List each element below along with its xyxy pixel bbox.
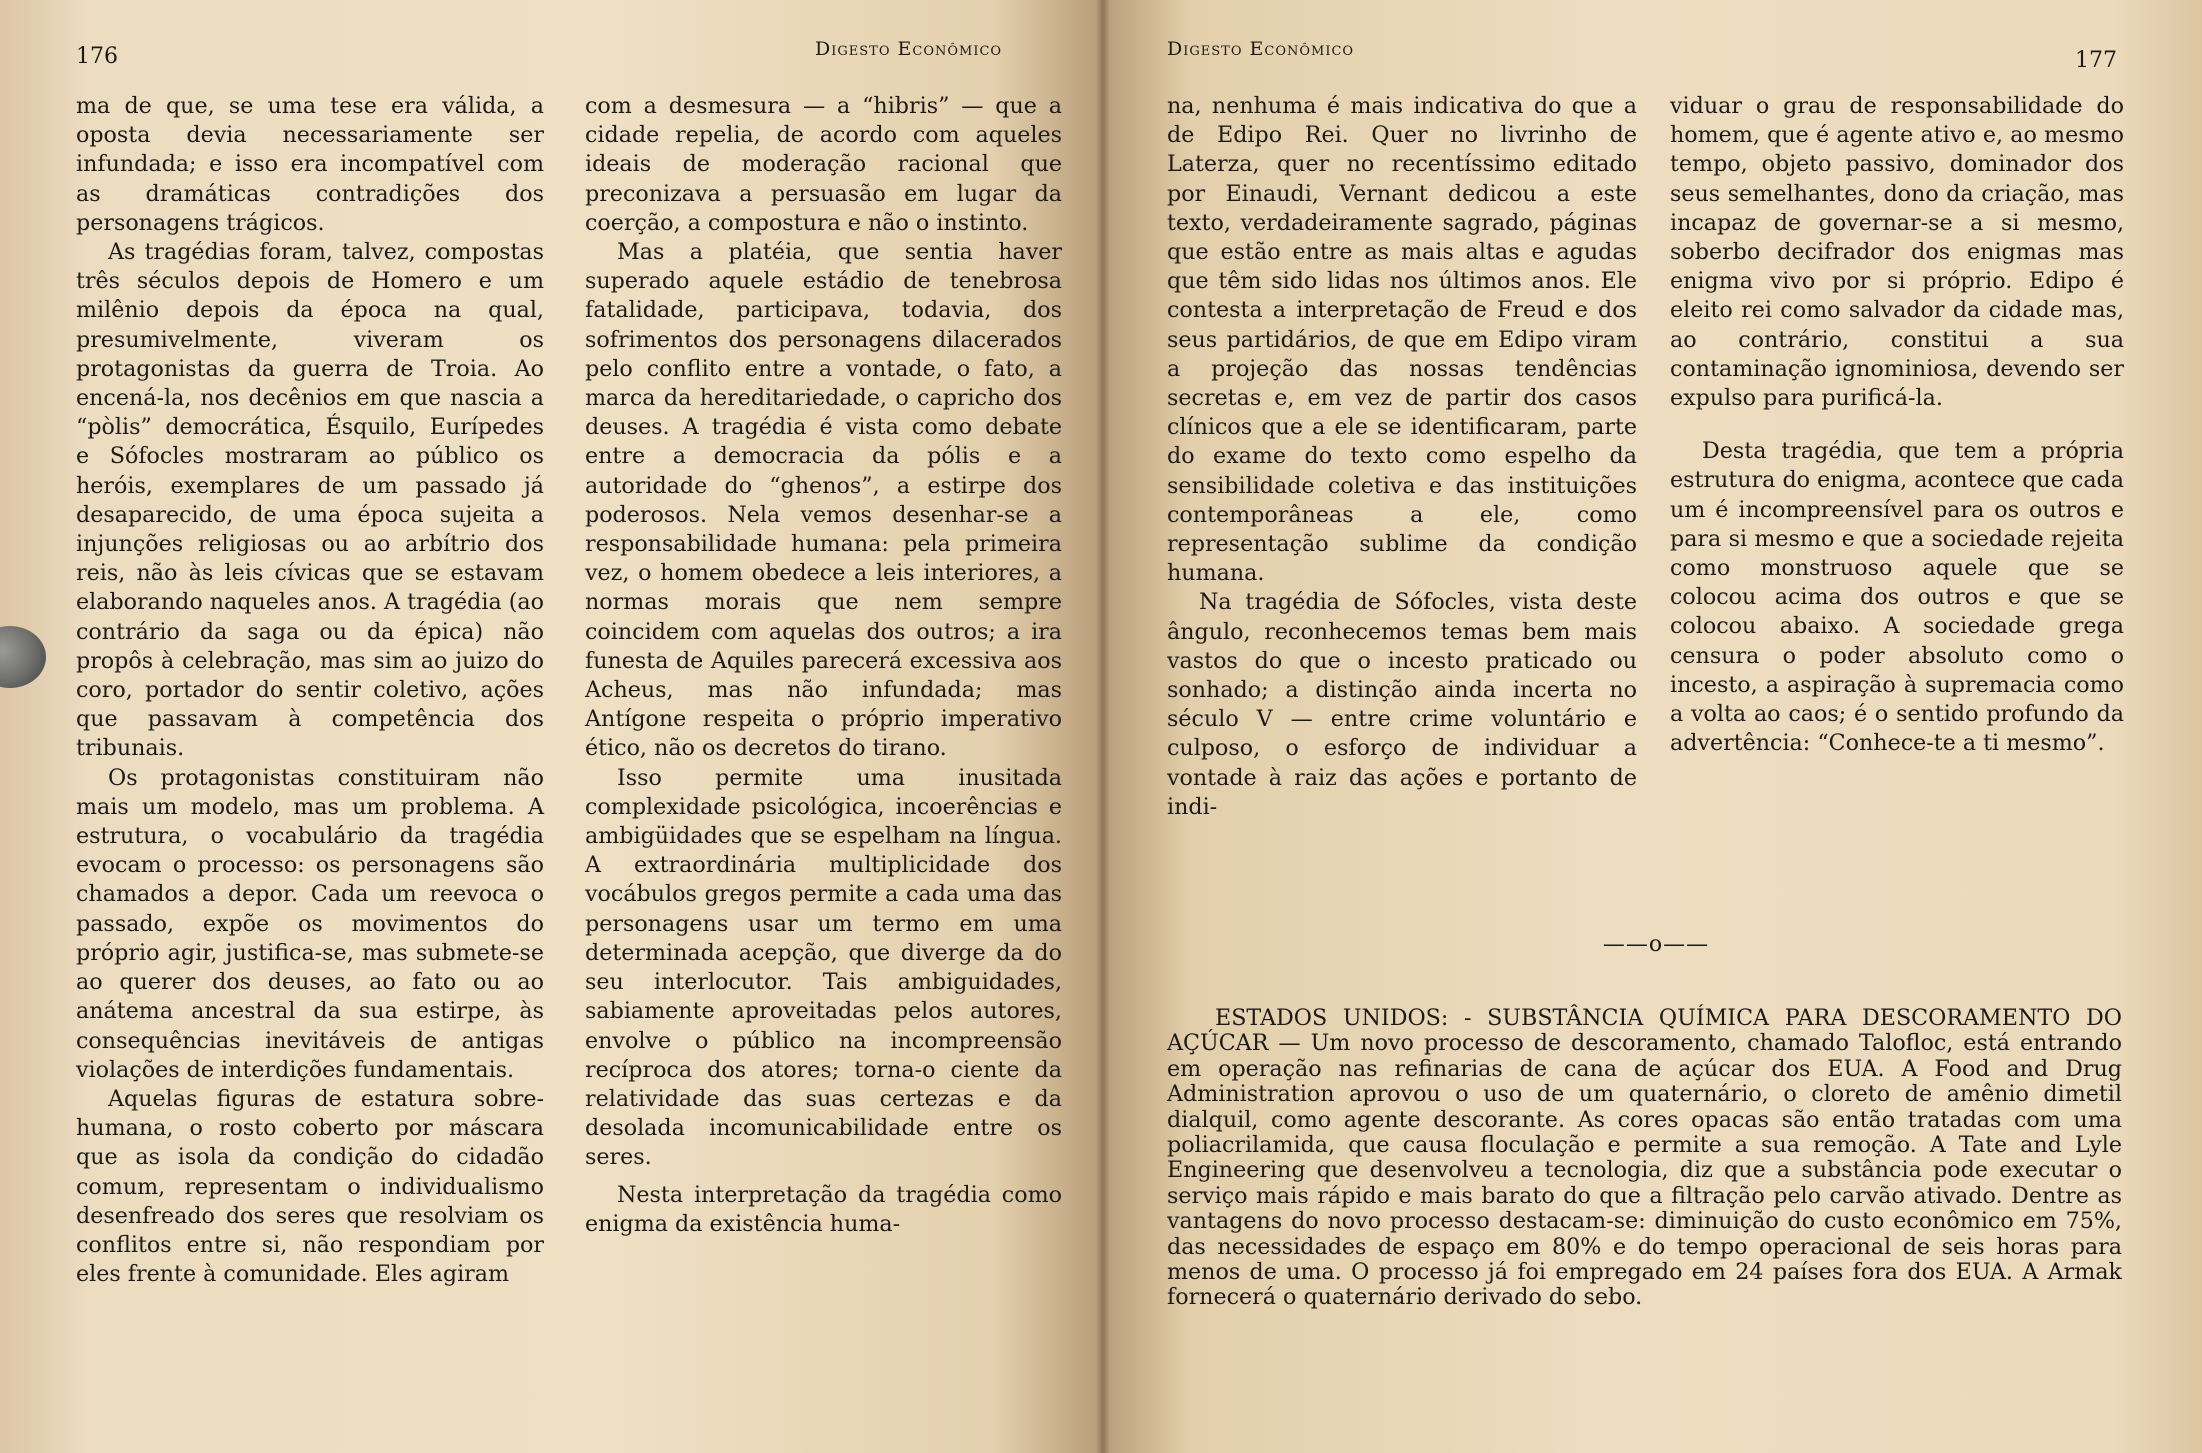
- paragraph: As tragédias foram, talvez, compostas três séculos depois de Homero e um milênio depois da época na qual, presumivelmente, viveram os protagonistas da guerra de Troia. Ao encená-la, nos decênios em que nascia a “pòlis” democrática, Ésquilo, Eurípedes e Sófocles mostraram ao público os heróis, exemplares de um passado já desaparecido, de uma época sujeita a injunções religiosas ou ao arbítrio dos reis, não às leis cívicas que se estavam elaborando naqueles anos. A tragédia (ao contrário da saga ou da épica) não propôs à celebração, mas sim ao juizo do coro, portador do sentir coletivo, ações que passavam à competência dos tribunais.: [76, 239, 544, 762]
- running-head-left: Digesto Econômico: [815, 38, 1003, 60]
- paragraph: na, nenhuma é mais indicativa do que a de Edipo Rei. Quer no livrinho de Laterza, quer no recentíssimo editado por Einaudi, Vernant dedicou a este texto, verdadeiramente sagrado, páginas que estão entre as mais altas e agudas que têm sido lidas nos últimos anos. Ele contesta a interpretação de Freud e dos seus partidários, de que em Edipo viram a projeção das nossas tendências secretas e, em vez de partir dos casos clínicos que a ele se identificaram, parte do exame do texto como espelho da sensibilidade coletiva e das instituições contemporâneas a ele, como representação sublime da condição humana.: [1167, 93, 1637, 587]
- right-column-1: [1167, 92, 1637, 822]
- paragraph: Na tragédia de Sófocles, vista deste ângulo, reconhecemos temas bem mais vastos do que o incesto praticado ou sonhado; a distinção ainda incerta no século V — entre crime voluntário e culposo, o esforço de individuar a vontade à raiz das ações e portanto de indi-: [1167, 589, 1637, 820]
- news-headline: ESTADOS UNIDOS: - SUBSTÂNCIA QUÍMICA PARA DESCORAMENTO DO AÇÚCAR: [1167, 1005, 2122, 1057]
- paragraph: Os protagonistas constituiram não mais um modelo, mas um problema. A estrutura, o vocabulário da tragédia evocam o processo: os personagens são chamados a depor. Cada um reevoca o passado, expõe os movimentos do próprio agir, justifica-se, mas submete-se ao querer dos deuses, ao fato ou ao anátema ancestral da sua estirpe, às consequências inevitáveis de antigas violações de interdições fundamentais.: [76, 764, 544, 1083]
- paragraph: Isso permite uma inusitada complexidade psicológica, incoerências e ambigüidades que se espelham na língua. A extraordinária multiplicidade dos vocábulos gregos permite a cada uma das personagens usar um termo em uma determinada acepção, que diverge da do seu interlocutor. Tais ambiguidades, sabiamente aproveitadas pelos autores, envolve o público na incompreensão recíproca dos atores; torna-o ciente da relatividade das suas certezas e da desolada incomunicabilidade entre os seres.: [585, 764, 1062, 1171]
- paragraph: com a desmesura — a “hibris” — que a cidade repelia, de acordo com aqueles ideais de moderação racional que preconizava a persuasão em lugar da coerção, a compostura e não o instinto.: [585, 93, 1062, 236]
- running-head-right: Digesto Econômico: [1167, 38, 1355, 60]
- page-number-right: 177: [2075, 48, 2117, 73]
- paragraph: ma de que, se uma tese era válida, a oposta devia necessariamente ser infundada; e isso era incompatível com as dramáticas contradições dos personagens trágicos.: [76, 93, 544, 236]
- section-separator: ——o——: [1602, 932, 1710, 957]
- paragraph: viduar o grau de responsabilidade do homem, que é agente ativo e, ao mesmo tempo, objeto passivo, dominador dos seus semelhantes, dono da criação, mas incapaz de governar-se a si mesmo, soberbo decifrador dos enigmas mas enigma vivo por si próprio. Edipo é eleito rei como salvador da cidade mas, ao contrário, constitui a sua contaminação ignominiosa, devendo ser expulso para purificá-la.: [1670, 93, 2124, 412]
- right-page: [1103, 0, 2202, 1453]
- page-number-left: 176: [76, 44, 118, 69]
- paragraph: Mas a platéia, que sentia haver superado aquele estádio de tenebrosa fatalidade, participava, todavia, dos sofrimentos dos personagens dilacerados pelo conflito entre a vontade, o fato, a marca da hereditariedade, o capricho dos deuses. A tragédia é vista como debate entre a democracia da pólis e a autoridade do “ghenos”, a estirpe dos poderosos. Nela vemos desenhar-se a responsabilidade humana: pela primeira vez, o homem obedece a leis interiores, a normas morais que nem sempre coincidem com aquelas dos outros; a ira funesta de Aquiles parecerá excessiva aos Acheus, mas não infundada; mas Antígone respeita o próprio imperativo ético, não os decretos do tirano.: [585, 239, 1062, 762]
- news-body: — Um novo processo de descoramento, chamado Talofloc, está entrando em operação nas refinarias de cana de açúcar dos EUA. A Food and Drug Administration aprovou o uso de um quaternário, o cloreto de amênio dimetil dialquil, como agente descorante. As cores opacas são então tratadas com uma poliacrilamida, que causa floculação e permite a sua remoção. A Tate and Lyle Engineering que desenvolveu a tecnologia, diz que a substância pode executar o serviço mais rápido e mais barato do que a filtração pelo carvão ativado. Dentre as vantagens do novo processo destacam-se: diminuição do custo econômico em 75%, das necessidades de espaço em 80% e do tempo operacional de seis horas para menos de uma. O processo já foi empregado em 24 países fora dos EUA. A Armak fornecerá o quaternário derivado do sebo.: [1167, 1030, 2122, 1311]
- book-gutter: [1096, 0, 1110, 1453]
- thumb-shadow: [0, 626, 46, 688]
- right-column-2: [1670, 92, 2124, 758]
- left-column-2: [585, 92, 1062, 1239]
- paragraph: Aquelas figuras de estatura sobre-humana, o rosto coberto por máscara que as isola da condição do cidadão comum, representam o individualismo desenfreado dos seres que resolviam os conflitos entre si, não respondiam por eles frente à comunidade. Eles agiram: [76, 1085, 544, 1288]
- paragraph: Desta tragédia, que tem a própria estrutura do enigma, acontece que cada um é incompreensível para os outros e para si mesmo e que a sociedade rejeita como monstruoso aquele que se colocou acima dos outros e que se colocou abaixo. A sociedade grega censura o poder absoluto como o incesto, a aspiração à supremacia como a volta ao caos; é o sentido profundo da advertência: “Conhece-te a ti mesmo”.: [1670, 438, 2124, 757]
- paragraph: Nesta interpretação da tragédia como enigma da existência huma-: [585, 1181, 1062, 1237]
- left-column-1: [76, 92, 544, 1289]
- news-item: [1167, 1006, 2122, 1311]
